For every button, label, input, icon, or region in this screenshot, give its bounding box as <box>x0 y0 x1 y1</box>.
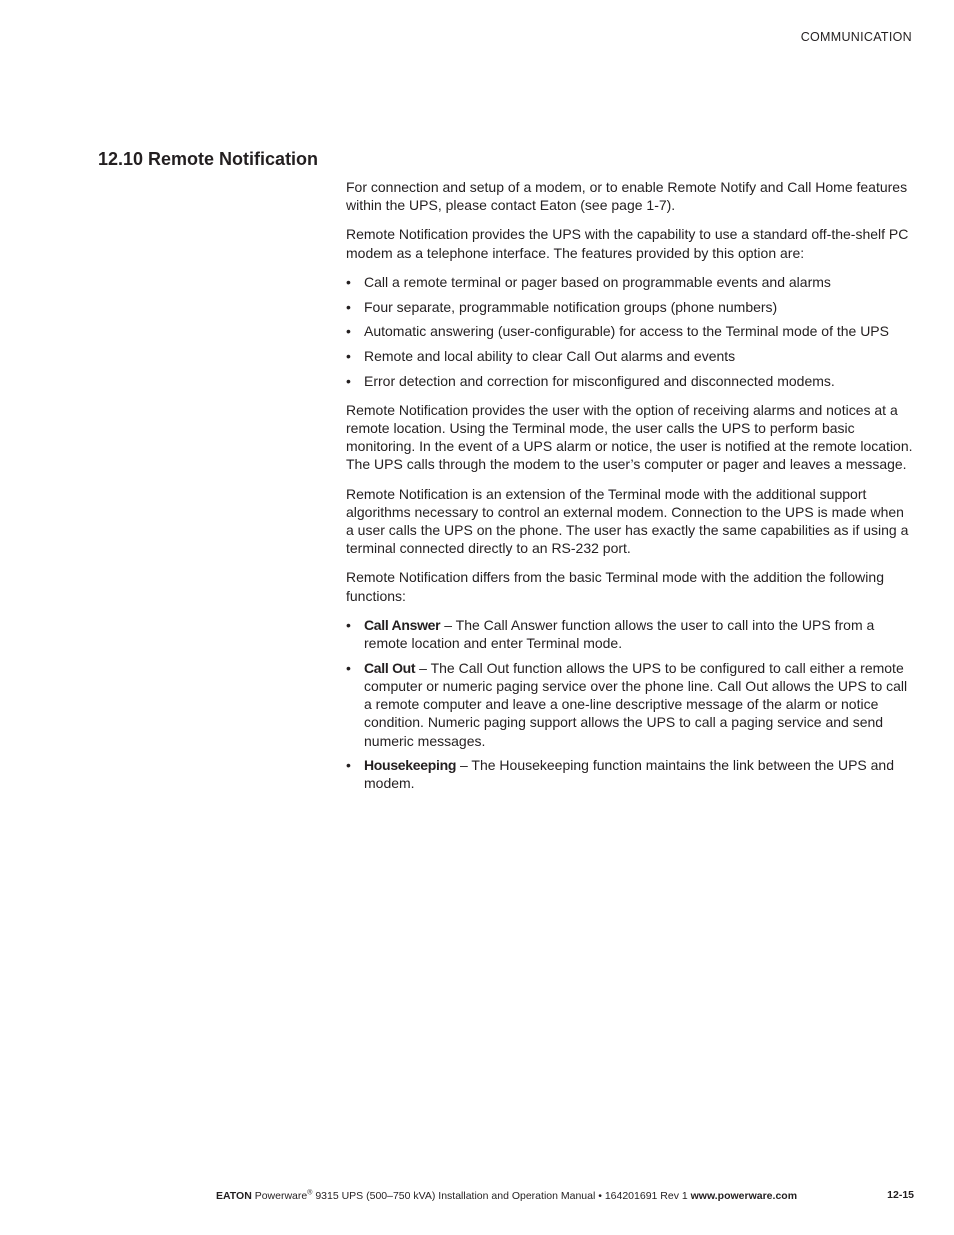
capability-paragraph: Remote Notification provides the UPS with the capability to use a standard off-the-shelf PC modem as a telephone interface. The features provided by this option are: <box>346 226 909 261</box>
bullet-icon: • <box>346 372 351 389</box>
running-header: COMMUNICATION <box>800 30 912 44</box>
differences-paragraph: Remote Notification differs from the basic Terminal mode with the addition the following functions: <box>346 569 884 604</box>
bullet-icon: • <box>346 616 351 633</box>
functions-list <box>346 616 914 793</box>
bullet-icon: • <box>346 273 351 290</box>
registered-mark: ® <box>307 1189 313 1196</box>
list-item <box>346 616 914 652</box>
bullet-icon: • <box>346 757 351 774</box>
list-item-text: Call a remote terminal or pager based on programmable events and alarms <box>364 273 831 290</box>
bullet-icon: • <box>346 659 351 676</box>
section-title: 12.10 Remote Notification <box>98 149 319 169</box>
footer-manual-title: 9315 UPS (500–750 kVA) Installation and Operation Manual • 164201691 Rev 1 <box>312 1189 691 1202</box>
function-term: Call Out <box>364 659 416 676</box>
extension-paragraph: Remote Notification is an extension of the Terminal mode with the additional support algorithms necessary to control an external modem. Connection to the UPS is made when a user calls the UPS on the phone. The user has exactly the same capabilities as if using a terminal connected directly to an RS-232 port. <box>346 485 909 557</box>
overview-paragraph: Remote Notification provides the user with the option of receiving alarms and notices at a remote location. Using the Terminal mode, the user calls the UPS to perform basic monitoring. In the event of a UPS alarm or notice, the user is notified at the remote location. The UPS calls through the modem to the user’s computer or pager and leaves a message. <box>346 401 913 473</box>
bullet-icon: • <box>346 323 351 340</box>
list-item-text: Automatic answering (user-configurable) for access to the Terminal mode of the UPS <box>364 323 889 340</box>
list-item-text: Error detection and correction for misconfigured and disconnected modems. <box>364 372 835 389</box>
function-term: Call Answer <box>364 616 441 633</box>
list-item <box>346 659 914 750</box>
list-item <box>346 372 914 390</box>
body-column <box>346 178 914 804</box>
footer-product: Powerware <box>251 1189 308 1202</box>
bullet-icon: • <box>346 347 351 364</box>
footer-citation <box>216 1190 797 1202</box>
function-description: – The Housekeeping function maintains the link between the UPS and modem. <box>364 757 895 792</box>
function-term: Housekeeping <box>364 757 457 774</box>
function-description: – The Call Out function allows the UPS to be configured to call either a remote computer or numeric paging service over the phone line. Call Out allows the UPS to call a remote computer and leave a one-line descriptive message of the alarm or notice condition. Numeric paging support allows the UPS to call a paging service and send numeric messages. <box>364 659 908 749</box>
footer-brand: EATON <box>216 1189 252 1202</box>
list-item <box>346 756 914 792</box>
bullet-icon: • <box>346 298 351 315</box>
page-number: 12-15 <box>887 1189 914 1201</box>
list-item-text: Four separate, programmable notification groups (phone numbers) <box>364 298 778 315</box>
footer-url: www.powerware.com <box>690 1189 798 1202</box>
list-item <box>346 322 914 340</box>
list-item-text: Remote and local ability to clear Call Out alarms and events <box>364 347 736 364</box>
list-item <box>346 347 914 365</box>
intro-paragraph: For connection and setup of a modem, or to enable Remote Notify and Call Home features within the UPS, please contact Eaton (see page 1-7). <box>346 179 908 214</box>
features-list <box>346 273 914 390</box>
list-item <box>346 273 914 291</box>
function-description: – The Call Answer function allows the user to call into the UPS from a remote location and enter Terminal mode. <box>364 616 875 652</box>
page-footer <box>216 1189 914 1202</box>
list-item <box>346 298 914 316</box>
